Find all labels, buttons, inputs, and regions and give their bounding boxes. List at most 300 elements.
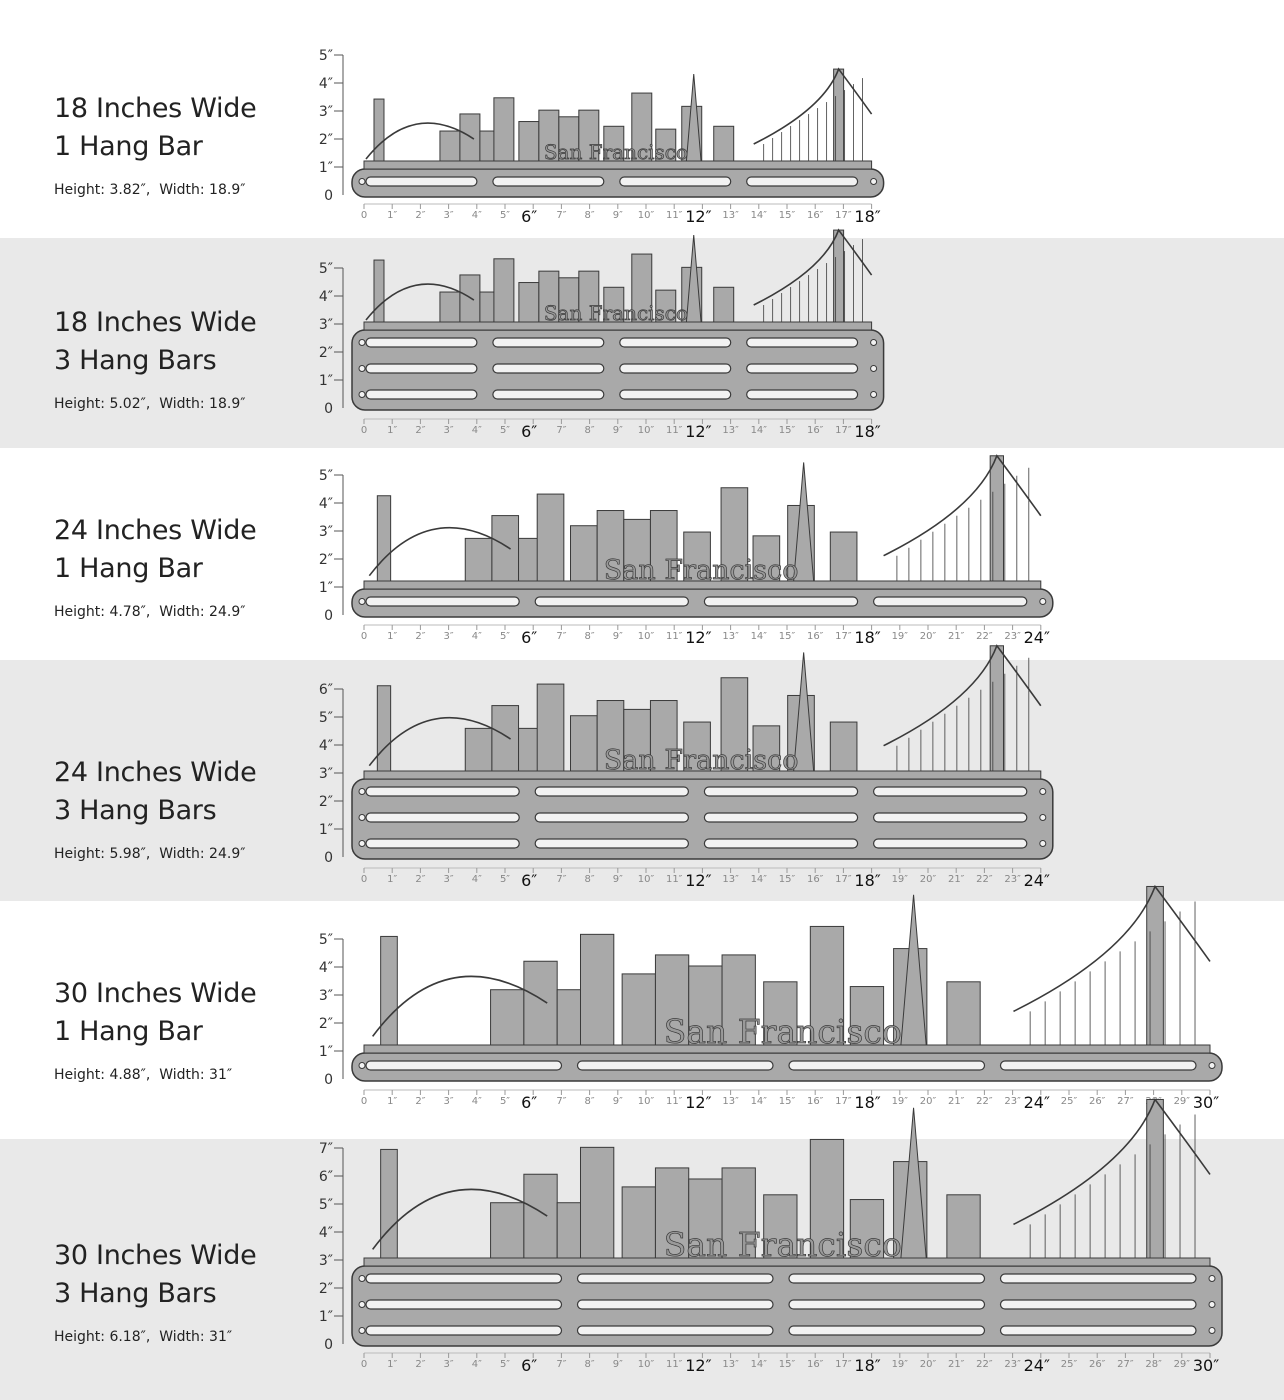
mount-hole [871,340,877,346]
ruler-tick-label: 27″ [1117,1096,1134,1107]
variant-title: 24 Inches Wide [54,757,257,788]
ruler-tick-label: 5″ [499,874,511,885]
ruler-tick-label: 9″ [612,631,623,642]
hang-bar-plate [352,169,884,197]
bridge-tower-right [1147,886,1164,1053]
ruler-tick-label: 7″ [556,425,567,436]
variant-title: 18 Inches Wide [54,93,257,124]
building-shape [830,532,857,589]
bridge-tower-right [834,69,844,169]
ruler-tick-label: 29″ [1173,1359,1191,1370]
ruler-tick-label: 3″ [443,425,454,436]
bridge-tower-left [381,1149,398,1266]
hang-bar-slot [704,597,857,606]
ruler-tick-label: 3″ [443,874,454,885]
skyline-silhouette [364,886,1210,1053]
ruler-tick-label: 15″ [778,210,796,221]
hang-bar-slot [366,787,519,796]
y-axis-tick-label: 0 [324,1337,333,1353]
building-shape [524,1174,557,1266]
ruler-tick-label: 12″ [685,1356,712,1375]
y-axis-tick-label: 3″ [318,524,333,540]
ruler-tick-label: 13″ [722,425,739,436]
mount-hole [871,392,877,398]
building-shape [494,259,514,330]
bridge-tower-left [377,496,390,589]
building-shape [580,934,613,1053]
hang-bar-slot [874,813,1027,822]
y-axis-tick-label: 4″ [318,738,333,754]
building-shape [537,684,564,779]
y-axis-tick-label: 1″ [318,1309,333,1325]
ruler-tick-label: 16″ [806,210,824,221]
ruler-tick-label: 10″ [637,1096,655,1107]
variant-bars: 1 Hang Bar [54,553,203,584]
skyline-silhouette [364,69,872,169]
ruler-tick-label: 9″ [612,874,623,885]
mount-hole [1040,789,1046,795]
ruler-tick-label: 7″ [556,1359,567,1370]
y-axis-tick-label: 2″ [318,132,333,148]
building-shape [537,494,564,589]
ruler-tick-label: 3″ [443,1096,454,1107]
hang-bar-slot [1001,1326,1197,1335]
hang-bar-slot [366,177,477,186]
ruler-tick-label: 15″ [778,1359,796,1370]
ruler-tick-label: 12″ [685,422,712,441]
ruler-tick-label: 22″ [976,1359,993,1370]
hang-bar-slot [366,839,519,848]
y-axis-tick-label: 0 [324,850,333,866]
variant-bars: 3 Hang Bars [54,1278,217,1309]
bridge-tower-left [377,686,390,779]
height-value: Height: 5.98″, [54,846,151,862]
hang-bar-slot [535,787,688,796]
ruler-tick-label: 19″ [891,1359,909,1370]
height-value: Height: 5.02″, [54,396,151,412]
ruler-tick-label: 27″ [1117,1359,1134,1370]
y-axis-tick-label: 5″ [318,710,333,726]
ruler-tick-label: 14″ [750,874,768,885]
ruler-tick-label: 5″ [499,210,511,221]
y-axis-tick-label: 3″ [318,1253,333,1269]
ruler-tick-label: 4″ [471,1096,482,1107]
building-shape [622,1187,655,1266]
width-value: Width: 31″ [159,1329,233,1345]
skyline-silhouette [364,230,872,330]
ruler-tick-label: 8″ [584,1096,595,1107]
ruler-tick-label: 4″ [471,1359,482,1370]
ruler-tick-label: 13″ [722,210,739,221]
ruler-tick-label: 25″ [1060,1359,1078,1370]
ruler-tick-label: 7″ [556,874,567,885]
ruler-tick-label: 1″ [387,1359,398,1370]
ruler-tick-label: 15″ [778,1096,796,1107]
ruler-tick-label: 22″ [976,631,993,642]
ruler-tick-label: 4″ [471,631,482,642]
ruler-tick-label: 2″ [415,631,426,642]
ruler-tick-label: 9″ [612,1359,623,1370]
hang-bar-slot [874,597,1027,606]
ruler-tick-label: 16″ [806,1096,824,1107]
ruler-tick-label: 17″ [835,874,852,885]
y-axis-tick-label: 2″ [318,1016,333,1032]
y-axis-tick-label: 7″ [318,1141,333,1157]
medal-hanger-diagram [0,1139,1284,1400]
hang-bar-plate [352,589,1053,617]
ruler-tick-label: 18″ [854,1093,881,1112]
y-axis-tick-label: 2″ [318,552,333,568]
ruler-tick-label: 23″ [1004,874,1021,885]
ruler-tick-label: 11″ [665,631,683,642]
variant-row [0,660,1284,901]
y-axis-tick-label: 5″ [318,48,333,64]
ruler-tick-label: 17″ [835,210,852,221]
hang-bar-slot [620,177,731,186]
width-ruler [361,868,1050,890]
variant-bars: 1 Hang Bar [54,131,203,162]
hang-bar-slot [620,390,731,399]
y-axis-tick-label: 3″ [318,317,333,333]
ruler-tick-label: 12″ [685,207,712,226]
medal-hanger-diagram [0,238,1284,448]
ruler-tick-label: 8″ [584,874,595,885]
ruler-tick-label: 24″ [1023,628,1050,647]
ruler-tick-label: 1″ [387,631,398,642]
hang-bar-slot [789,1300,985,1309]
skyline-city-label: San Francisco [663,1225,902,1264]
ruler-tick-label: 6″ [521,207,538,226]
ruler-tick-label: 14″ [750,1359,768,1370]
ruler-tick-label: 12″ [685,1093,712,1112]
hang-bar-slot [366,1274,562,1283]
ruler-tick-label: 21″ [947,1359,965,1370]
hang-bar-slot [704,787,857,796]
building-shape [571,716,598,779]
hang-bar-slot [789,1061,985,1070]
ruler-tick-label: 23″ [1004,1096,1021,1107]
hang-bar-slot [704,813,857,822]
medal-hanger-diagram [0,448,1284,660]
building-shape [947,1195,980,1266]
ruler-tick-label: 4″ [471,425,482,436]
ruler-tick-label: 20″ [919,631,937,642]
mount-hole [1209,1302,1215,1308]
hang-bar-plate [352,330,884,410]
y-axis-tick-label: 4″ [318,496,333,512]
ruler-tick-label: 1″ [387,210,398,221]
ruler-tick-label: 7″ [556,1096,567,1107]
ruler-tick-label: 18″ [854,871,881,890]
hang-bar-slot [366,364,477,373]
ruler-tick-label: 14″ [750,631,768,642]
bridge-tower-right [990,456,1003,589]
hang-bar-slot [578,1300,774,1309]
skyline-city-label: San Francisco [543,301,689,325]
ruler-tick-label: 5″ [499,631,511,642]
ruler-tick-label: 11″ [665,1096,683,1107]
ruler-tick-label: 0 [360,631,368,642]
y-axis-tick-label: 0 [324,608,333,624]
y-axis-tick-label: 1″ [318,822,333,838]
y-axis-tick-label: 4″ [318,1225,333,1241]
hang-bar-plate [352,1053,1222,1081]
hang-bar-slot [620,364,731,373]
y-axis-tick-label: 1″ [318,160,333,176]
mount-hole [1040,599,1046,605]
y-axis-tick-label: 3″ [318,104,333,120]
hang-bar-slot [747,177,858,186]
ruler-tick-label: 7″ [556,631,567,642]
hang-bar-slot [493,364,604,373]
hang-bar-slot [578,1326,774,1335]
bridge-cable-right [1013,886,1210,1011]
ruler-tick-label: 3″ [443,210,454,221]
mount-hole [359,179,365,185]
skyline-city-label: San Francisco [543,140,689,164]
building-shape [491,1203,524,1266]
variant-row [0,448,1284,660]
variant-bars: 3 Hang Bars [54,345,217,376]
bridge-tower-left [374,260,384,330]
hang-bar-slot [493,338,604,347]
ruler-tick-label: 22″ [976,1096,993,1107]
ruler-tick-label: 16″ [806,874,824,885]
ruler-tick-label: 16″ [806,1359,824,1370]
y-axis-tick-label: 5″ [318,1197,333,1213]
ruler-tick-label: 18″ [854,207,881,226]
mount-hole [359,789,365,795]
ruler-tick-label: 10″ [637,210,655,221]
width-value: Width: 24.9″ [159,846,246,862]
ruler-tick-label: 24″ [1023,871,1050,890]
mount-hole [871,366,877,372]
ruler-tick-label: 18″ [854,422,881,441]
mount-hole [359,1328,365,1334]
ruler-tick-label: 13″ [722,874,739,885]
hang-bar-slot [747,390,858,399]
ruler-tick-label: 14″ [750,1096,768,1107]
hang-bar-slot [1001,1061,1197,1070]
mount-hole [1040,841,1046,847]
hang-bar-slot [578,1061,774,1070]
y-axis-tick-label: 4″ [318,289,333,305]
building-shape [622,974,655,1053]
hang-bar-slot [874,839,1027,848]
variant-title: 18 Inches Wide [54,307,257,338]
hang-bar-slot [366,597,519,606]
ruler-tick-label: 21″ [947,874,965,885]
ruler-tick-label: 13″ [722,1096,739,1107]
ruler-tick-label: 21″ [947,1096,965,1107]
bridge-tower-right [834,230,844,330]
mount-hole [1040,815,1046,821]
ruler-tick-label: 7″ [556,210,567,221]
ruler-tick-label: 30″ [1192,1356,1220,1375]
width-value: Width: 18.9″ [159,182,246,198]
ruler-tick-label: 0 [360,1359,368,1370]
ruler-tick-label: 8″ [584,1359,595,1370]
bridge-tower-right [990,646,1003,779]
ruler-tick-label: 1″ [387,1096,398,1107]
ruler-tick-label: 2″ [415,1096,426,1107]
ruler-tick-label: 18″ [854,1356,881,1375]
ruler-tick-label: 6″ [521,1093,538,1112]
ruler-tick-label: 30″ [1192,1093,1220,1112]
ruler-tick-label: 6″ [521,628,538,647]
ruler-tick-label: 23″ [1004,1359,1021,1370]
building-shape [830,722,857,779]
ruler-tick-label: 1″ [387,874,398,885]
variant-row [0,238,1284,448]
skyline-silhouette [364,646,1041,779]
hang-bar-plate [352,1266,1222,1346]
width-ruler [361,625,1050,647]
skyline-silhouette [364,456,1041,589]
y-axis-tick-label: 1″ [318,1044,333,1060]
ruler-tick-label: 2″ [415,210,426,221]
ruler-tick-label: 24″ [1023,1093,1050,1112]
hang-bar-slot [493,177,604,186]
mount-hole [359,392,365,398]
building-shape [494,98,514,169]
y-axis-tick-label: 6″ [318,682,333,698]
ruler-tick-label: 17″ [835,1096,852,1107]
hang-bar-plate [352,779,1053,859]
building-shape [524,961,557,1053]
hang-bar-slot [747,338,858,347]
hang-bar-slot [620,338,731,347]
ruler-tick-label: 0 [360,210,368,221]
mount-hole [359,1302,365,1308]
ruler-tick-label: 5″ [499,1096,511,1107]
width-ruler [361,1090,1219,1112]
ruler-tick-label: 9″ [612,210,623,221]
ruler-tick-label: 2″ [415,1359,426,1370]
hang-bar-slot [747,364,858,373]
height-value: Height: 6.18″, [54,1329,151,1345]
building-shape [492,706,519,779]
width-ruler [361,1353,1219,1375]
ruler-tick-label: 15″ [778,631,796,642]
ruler-tick-label: 11″ [665,1359,683,1370]
ruler-tick-label: 17″ [835,425,852,436]
hang-bar-slot [535,597,688,606]
hang-bar-slot [1001,1274,1197,1283]
ruler-tick-label: 6″ [521,422,538,441]
ruler-tick-label: 13″ [722,1359,739,1370]
width-value: Width: 18.9″ [159,396,246,412]
ruler-tick-label: 26″ [1088,1359,1106,1370]
mount-hole [359,366,365,372]
hang-bar-slot [366,1061,562,1070]
y-axis-tick-label: 5″ [318,468,333,484]
ruler-tick-label: 4″ [471,210,482,221]
hang-bar-slot [535,813,688,822]
y-axis-tick-label: 2″ [318,1281,333,1297]
bridge-tower-left [374,99,384,169]
hang-bar-slot [789,1326,985,1335]
ruler-tick-label: 11″ [665,210,683,221]
ruler-tick-label: 11″ [665,425,683,436]
mount-hole [359,841,365,847]
y-axis-tick-label: 4″ [318,960,333,976]
y-axis-tick-label: 2″ [318,794,333,810]
medal-hanger-diagram [0,0,1284,238]
ruler-tick-label: 0 [360,1096,368,1107]
width-ruler [361,419,881,441]
hang-bar-slot [535,839,688,848]
y-axis-tick-label: 0 [324,1072,333,1088]
ruler-tick-label: 0 [360,425,368,436]
ruler-tick-label: 15″ [778,425,796,436]
mount-hole [359,815,365,821]
hang-bar-slot [366,338,477,347]
mount-hole [871,179,877,185]
ruler-tick-label: 9″ [612,425,623,436]
y-axis-tick-label: 4″ [318,76,333,92]
ruler-tick-label: 16″ [806,631,824,642]
ruler-tick-label: 10″ [637,631,655,642]
ruler-tick-label: 17″ [835,631,852,642]
y-axis-tick-label: 0 [324,188,333,204]
ruler-tick-label: 19″ [891,874,909,885]
ruler-tick-label: 2″ [415,874,426,885]
hang-bar-slot [874,787,1027,796]
bridge-tower-right [1147,1099,1164,1266]
bridge-tower-left [381,936,398,1053]
ruler-tick-label: 15″ [778,874,796,885]
y-axis-tick-label: 5″ [318,261,333,277]
ruler-tick-label: 20″ [919,1359,937,1370]
y-axis-tick-label: 1″ [318,580,333,596]
ruler-tick-label: 19″ [891,631,909,642]
hang-bar-slot [366,1300,562,1309]
ruler-tick-label: 8″ [584,210,595,221]
ruler-tick-label: 9″ [612,1096,623,1107]
y-axis-tick-label: 0 [324,401,333,417]
variant-title: 24 Inches Wide [54,515,257,546]
ruler-tick-label: 10″ [637,425,655,436]
ruler-tick-label: 10″ [637,874,655,885]
medal-hanger-diagram [0,901,1284,1139]
ruler-tick-label: 5″ [499,1359,511,1370]
skyline-city-label: San Francisco [603,555,799,586]
height-value: Height: 3.82″, [54,182,151,198]
ruler-tick-label: 10″ [637,1359,655,1370]
y-axis-tick-label: 3″ [318,988,333,1004]
ruler-tick-label: 6″ [521,1356,538,1375]
width-value: Width: 24.9″ [159,604,246,620]
ruler-tick-label: 17″ [835,1359,852,1370]
ruler-tick-label: 18″ [854,628,881,647]
ruler-tick-label: 0 [360,874,368,885]
height-value: Height: 4.88″, [54,1067,151,1083]
variant-bars: 3 Hang Bars [54,795,217,826]
mount-hole [1209,1063,1215,1069]
ruler-tick-label: 28″ [1145,1359,1162,1370]
ruler-tick-label: 3″ [443,1359,454,1370]
building-shape [571,526,598,589]
variant-title: 30 Inches Wide [54,978,257,1009]
ruler-tick-label: 8″ [584,631,595,642]
ruler-tick-label: 4″ [471,874,482,885]
ruler-tick-label: 14″ [750,210,768,221]
building-shape [491,990,524,1053]
mount-hole [1209,1276,1215,1282]
ruler-tick-label: 13″ [722,631,739,642]
hang-bar-slot [1001,1300,1197,1309]
